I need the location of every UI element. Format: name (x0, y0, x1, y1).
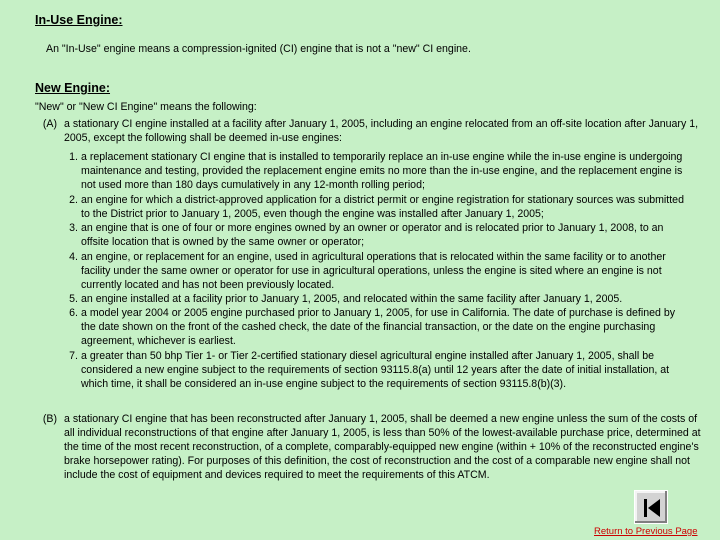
subitem-text: an engine installed at a facility prior to January 1, 2005, and relocated within the same facility after January 1, 2005. (81, 293, 623, 305)
first-page-button[interactable] (634, 490, 668, 524)
item-a-text: a stationary CI engine installed at a facility after January 1, 2005, including an engine relocated from an off-site location after January 1, 2005, except the following shall be deemed in-use engines: (64, 118, 699, 145)
subitem-number: 1. (69, 151, 78, 163)
first-page-icon (635, 491, 669, 525)
subitem-text: a greater than 50 bhp Tier 1- or Tier 2-certified stationary diesel agricultural engine installed after January 1, 2005, shall be considered a new engine subject to the requirements of section 93115.8(a) until 12 years after the date of initial installation, at which time, it shall be considered an in-use engine subject to the requirements of section 93115.8(b)(3). (81, 350, 670, 391)
subitem-text: an engine, or replacement for an engine, used in agricultural operations that is relocated within the same facility or to another facility under the same owner or operator for use in agricultural operations, unless the engine is sited where an engine is not currently located and has not been previously located. (81, 251, 666, 292)
subitem-text: a replacement stationary CI engine that is installed to temporarily replace an in-use engine while the in-use engine is undergoing maintenance and testing, provided the replacement engine emits no more than the in-use engine, and the replacement engine is not used more than 180 days cumulatively in any 12-month rolling period; (81, 151, 683, 192)
subitem-number: 5. (69, 293, 78, 305)
new-engine-intro: "New" or "New CI Engine" means the following: (35, 101, 257, 113)
subitem-number: 3. (69, 222, 78, 234)
subitem-number: 4. (69, 251, 78, 263)
subitem-number: 2. (69, 194, 78, 206)
item-b-label: (B) (42, 413, 57, 425)
item-b-text: a stationary CI engine that has been reconstructed after January 1, 2005, shall be deemed a new engine unless the sum of the costs of all individual reconstructions of that engine after January 1, 2005, is less than 50% of the lowest-available purchase price, determined at the time of the most recent reconstruction, of a complete, comparably-equipped new engine (within + 10% of the reconstructed engine's brake horsepower rating). For purposes of this definition, the cost of reconstruction and the cost of a comparable new engine shall not include the cost of equipment and devices required to meet the requirements of this ATCM. (64, 413, 701, 482)
subitem-text: an engine for which a district-approved application for a district permit or engine registration for stationary sources was submitted to the District prior to January 1, 2005, even though the engine was installed after January 1, 2005; (81, 194, 684, 221)
inuse-definition: An "In-Use" engine means a compression-ignited (CI) engine that is not a "new" CI engine. (46, 43, 471, 55)
return-to-previous-page-link[interactable]: Return to Previous Page (594, 526, 698, 537)
inuse-heading: In-Use Engine: (35, 13, 123, 27)
subitem-text: an engine that is one of four or more engines owned by an owner or operator and is relocated prior to January 1, 2008, to an offsite location that is owned by the same owner or operator; (81, 222, 664, 249)
subitem-number: 7. (69, 350, 78, 362)
subitem-text: a model year 2004 or 2005 engine purchased prior to January 1, 2005, for use in California. The date of purchase is defined by the date shown on the front of the cashed check, the date of the financial transaction, or the date on the engine purchasing agreement, whichever is earliest. (81, 307, 676, 348)
new-engine-heading: New Engine: (35, 81, 111, 95)
subitem-number: 6. (69, 307, 78, 319)
item-a-label: (A) (42, 118, 57, 130)
